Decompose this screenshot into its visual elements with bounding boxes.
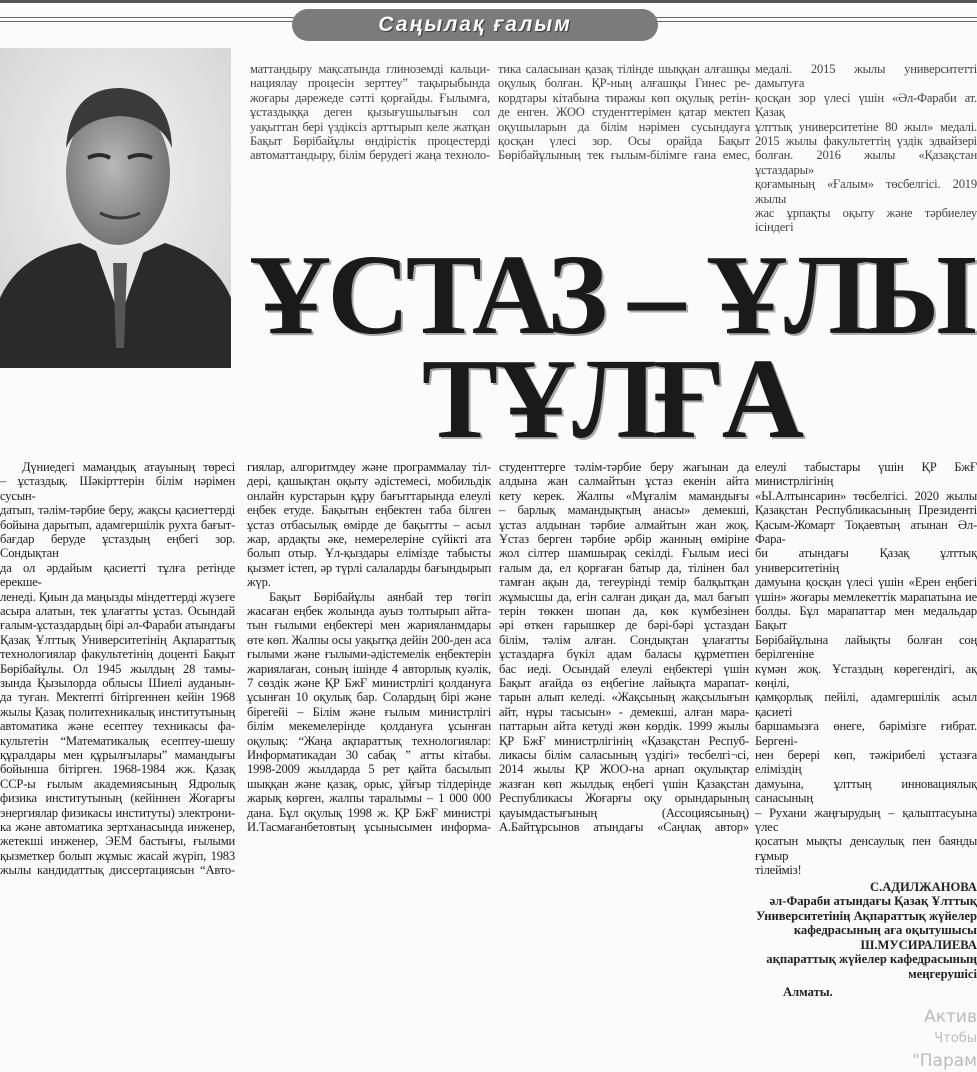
text-line: жұмысшы да, егін салған диқан да, мал бағып bbox=[499, 589, 749, 604]
text-line: датып, тәлім-тәрбие беру, жақсы қасиеттерді bbox=[0, 503, 235, 518]
article-column-1 bbox=[0, 460, 235, 1072]
author-role-line: кафедрасының аға оқытушысы bbox=[793, 923, 977, 938]
text-line: ССР-ы ғылым академиясының Ядролық bbox=[0, 776, 235, 791]
text-line: оқушыларын да білім нәрімен сусындауға bbox=[498, 119, 750, 134]
top-text-column-2 bbox=[498, 62, 750, 235]
text-line: дана. Бұл оқулық 1998 ж. ҚР БжҒ министрі bbox=[247, 805, 491, 820]
text-line: И.Тасмағанбетовтың ұсынысымен информа- bbox=[247, 820, 491, 835]
text-line: қамқорлық пейілі, адамгершілік асыл қасиеті bbox=[755, 690, 977, 719]
text-line: жасаған еңбек жолында ауыз толтырып айта- bbox=[247, 603, 491, 618]
text-line: зында Қызылорда облысы Шиелі ауданын- bbox=[0, 675, 235, 690]
text-line: үшін» жоғары мемлекеттік марапатына ие bbox=[755, 589, 977, 604]
text-line: Бақыт Бөрібайұлы өндірістік процестерді bbox=[250, 134, 490, 149]
text-line: білім мекемелерінде қолдануға ұсынған bbox=[247, 719, 491, 734]
top-text-column-3 bbox=[755, 62, 977, 235]
text-line: қосқан үлесі зор. Осы орайда Бақыт bbox=[498, 134, 750, 149]
text-line: жетекші инженер, ЭЕМ бастығы, ғылыми bbox=[0, 834, 235, 849]
text-line: – Рухани жаңғырудың – қалыптасуына үлес bbox=[755, 805, 977, 835]
text-line: құралдары мен құрылғылары” мамандығы bbox=[0, 748, 235, 762]
text-line: нациялау процесін зерттеу” тақырыбында bbox=[250, 76, 490, 91]
text-line: елеулі табыстары үшін ҚР БжҒ министрлігінің bbox=[755, 459, 977, 489]
text-line: ленеді. Қиын да маңызды міндеттерді жүзеге bbox=[0, 589, 235, 604]
headline bbox=[245, 230, 977, 462]
text-line: гиялар, алгоритмдеу және программалау тіл- bbox=[247, 459, 491, 474]
text-line: нен берері көп, тәжірибелі ұстазға еліміздің bbox=[755, 748, 977, 777]
text-line: оқулық: “Жаңа ақпараттық технологиялар: bbox=[247, 733, 491, 748]
text-line: қызметкер болып жұмыс жасай жүріп, 1983 bbox=[0, 848, 235, 863]
text-line: бойынша бітірген. 1968-1984 жж. Қазақ bbox=[0, 762, 235, 777]
headline-line-2: ТҰЛҒА bbox=[421, 334, 801, 462]
upper-right-area bbox=[245, 48, 977, 462]
text-line: дері, қашықтан оқыту әдістемесі, мобильдік bbox=[247, 474, 491, 489]
text-line: да ол әрдайым қасиетті тұлға ретінде ерекше- bbox=[0, 560, 235, 590]
upper-section bbox=[0, 48, 977, 462]
author-role-line: меңгерушісі bbox=[908, 966, 977, 981]
text-line: А.Байтұрсынов атындағы «Саңлақ автор» bbox=[499, 820, 749, 835]
text-line: Бақыт Бөрібайұлы аянбай тер төгіп bbox=[269, 589, 491, 604]
text-line: ұстаздарға бүкіл адам баласы құрметпен bbox=[499, 647, 749, 662]
watermark-line: "Парам bbox=[911, 1050, 977, 1071]
watermark-line: Чтобы bbox=[934, 1030, 977, 1046]
text-line: әрі өткен ғарышкер де бәрі-бәрі ұстаздан bbox=[499, 618, 749, 633]
text-line: қосқан зор үлесі үшін «Әл-Фараби ат. Қазақ bbox=[755, 90, 977, 120]
portrait-icon bbox=[0, 48, 231, 368]
text-line: жоғары дәрежеде сәтті қорғайды. Ғылымға, bbox=[250, 90, 490, 105]
article-body bbox=[0, 460, 977, 1072]
text-line: жас ұрпақты оқыту және тәрбиелеу ісіндегі bbox=[755, 206, 977, 235]
text-line: алдына жан салмайтын ұстаз екенін айта bbox=[499, 474, 749, 489]
text-line: де енген. ЖОО студенттерімен қатар мектеп bbox=[498, 105, 750, 120]
text-line: тамған ақын да, тегеурінді темір балқытқан bbox=[499, 575, 749, 590]
text-line: автоматтандыру, білім берудегі жаңа техноло- bbox=[250, 148, 490, 163]
rubric-label: Саңылақ ғалым bbox=[378, 13, 572, 36]
author-role-line: Университетінің Ақпараттық жүйелер bbox=[755, 908, 977, 923]
text-line: болып отыр. Ұл-қыздары елімізде табысты bbox=[247, 546, 491, 561]
text-line: қоғамының «Ғалым» төсбелгісі. 2019 жылы bbox=[755, 177, 977, 206]
text-line: – барлық мамандықтың анасы» демекші, bbox=[499, 503, 749, 518]
article-column-3 bbox=[499, 460, 749, 1072]
rubric-rule-left bbox=[0, 17, 294, 22]
text-line: ұстаздыққа деген қызығушылығын сол bbox=[250, 105, 490, 120]
text-line: күмән жоқ. Ұстаздың көрегендігі, ақ көңілі, bbox=[755, 661, 977, 690]
portrait-photo bbox=[0, 48, 231, 368]
text-line: дамуына қосқан үлесі үшін «Ерен еңбегі bbox=[755, 575, 977, 590]
text-line: ғалым да, ел қорғаған батыр да, тілінен бал bbox=[499, 560, 749, 575]
text-line: ұсынған 10 оқулық бар. Солардың бірі және bbox=[247, 690, 491, 705]
text-line: Ұстаз берген тәрбие әрбір жанның өміріне bbox=[499, 531, 749, 546]
text-line: дамуына, ұлттың инновациялық санасының bbox=[755, 776, 977, 806]
text-line: уақыттан бері үздіксіз арттырып келе жатқан bbox=[250, 119, 490, 134]
text-line: жүр. bbox=[247, 575, 271, 590]
text-line: Республикасы Жоғарғы оқу орындарының bbox=[499, 791, 749, 806]
text-line: паттарын айта кетуді жөн көрдік. 1999 жылы bbox=[499, 719, 749, 734]
text-line: бас иеді. Осындай елеулі еңбектері үшін bbox=[499, 661, 749, 676]
author-name: Ш.МУСИРАЛИЕВА bbox=[860, 937, 977, 952]
text-line: Информатикадан 30 сабақ ” атты кітабы. bbox=[247, 748, 491, 762]
text-line: медалі. 2015 жылы университетті дамытуға bbox=[755, 62, 977, 91]
text-line: технологиялар факультетінің доценті Бақыт bbox=[0, 647, 235, 662]
text-line: ғалым-ұстаздардың бірі әл-Фараби атындағы bbox=[0, 618, 235, 633]
text-line: «Ы.Алтынсарин» төсбелгісі. 2020 жылы bbox=[755, 488, 977, 503]
text-line: кету керек. Жалпы «Мұғалім мамандығы bbox=[499, 488, 749, 503]
text-line: би атындағы Қазақ ұлттық университетінің bbox=[755, 546, 977, 575]
text-line: болған. 2016 жылы «Қазақстан ұстаздары» bbox=[755, 148, 977, 177]
text-line: Қасым-Жомарт Тоқаевтың атынан Әл-Фара- bbox=[755, 517, 977, 546]
text-line: жылы Қазақ политехникалық институтының bbox=[0, 704, 235, 719]
text-line: ҚР БжҒ министрлігінің «Қазақстан Респуб- bbox=[499, 733, 749, 748]
text-line: асыра алатын, тек ұлағатты ұстаз. Осындай bbox=[0, 603, 235, 618]
text-line: өте көп. Жалпы осы уақытқа дейін 200-ден аса bbox=[247, 632, 491, 647]
text-line: білім, тәлім алған. Сондықтан ұлағатты bbox=[499, 632, 749, 647]
text-line: еңбек етуде. Бақытын еңбектен таба білген bbox=[247, 503, 491, 518]
text-line: Бөрібайұлы. Ол 1945 жылдың 28 тамы- bbox=[0, 661, 235, 676]
section-header bbox=[0, 0, 977, 48]
text-line: кордтары кітабына тиражы көп оқулық ретін- bbox=[498, 90, 750, 105]
text-line: физика институтының (кейіннен Жоғарғы bbox=[0, 791, 235, 806]
text-line: – ұстаздық. Шәкірттерін білім нәрімен сусын- bbox=[0, 474, 235, 503]
top-text-column-1 bbox=[250, 62, 490, 235]
text-line: бойына дарытып, адамгершілік рухта бағыт- bbox=[0, 517, 235, 532]
watermark-line: Актив bbox=[924, 1006, 977, 1027]
text-line: қызмет істеп, әр түрлі салаларды бағындырып bbox=[247, 560, 491, 575]
text-line: қосатын мықты денсаулық пен баянды ғұмыр bbox=[755, 834, 977, 863]
text-line: терін төккен шопан да, көк күмбезінен bbox=[499, 603, 749, 618]
author-role-line: әл-Фараби атындағы Қазақ Ұлттық bbox=[769, 894, 977, 909]
text-line: ғылыми және ғылыми-әдістемелік еңбектерін bbox=[247, 647, 491, 662]
text-line: ұстаз алдынан тәрбие алмайтын жан жоқ. bbox=[499, 517, 749, 532]
text-line: ка және автоматика зертханасында инженер, bbox=[0, 820, 235, 835]
rubric-banner bbox=[292, 9, 658, 41]
text-line: автоматика және есептеу техникасы фа- bbox=[0, 719, 235, 734]
text-line: Қазақ Ұлттық Университетінің Ақпараттық bbox=[0, 632, 235, 647]
text-line: культетін “Математикалық есептеу-шешу bbox=[0, 733, 235, 748]
text-line: студенттерге тәлім-тәрбие беру жағынан да bbox=[499, 459, 749, 474]
text-line: айт, нұры тасысын» - демекші, алған мара- bbox=[499, 704, 749, 719]
text-line: Бөрібайұлының тек ғылым-білімге ғана емес, bbox=[498, 148, 750, 163]
text-line: Бөрібайұлына лайықты болған соң берілгеніне bbox=[755, 632, 977, 662]
watermark bbox=[755, 1006, 977, 1072]
text-line: бірегейі – Білім және ғылым министрлігі bbox=[247, 704, 491, 719]
text-line: болды. Бұл марапаттар мен медальдар Бақыт bbox=[755, 603, 977, 633]
text-line: тарын алып келеді. «Жақсының жақсылығын bbox=[499, 690, 749, 705]
text-line: баршамызға өнеге, бәрімізге ғибрат. Бергені- bbox=[755, 719, 977, 748]
text-line: жариялаған, соның ішінде 4 авторлық куәлік, bbox=[247, 661, 491, 676]
text-line: жар, ардақты әке, немерелеріне сүйікті ата bbox=[247, 531, 491, 546]
text-line: ликасы білім саласының үздігі» төсбелгі¬сі, bbox=[499, 748, 749, 762]
text-line: 7 сөздік және ҚР БжҒ министрлігі қолдануға bbox=[247, 675, 491, 690]
article-column-2 bbox=[247, 460, 491, 1072]
text-line: ұстаз отбасылық өмірде де бақытты – асыл bbox=[247, 517, 491, 532]
text-line: 2015 жылы факультеттің үздік эдвайзері bbox=[755, 134, 977, 149]
text-line: жол сілтер шамшырақ секілді. Ғылым иесі bbox=[499, 546, 749, 561]
text-line: маттандыру мақсатында глиноземді кальци- bbox=[250, 62, 490, 76]
text-line: Дүниедегі мамандық атауының төресі bbox=[22, 459, 235, 474]
text-line: оқулық болған. ҚР-ның алғашқы Гинес ре- bbox=[498, 76, 750, 91]
city: Алматы. bbox=[783, 985, 833, 1000]
page-top-rule bbox=[0, 0, 977, 3]
text-line: онлайн курстарын құру бағыттарында елеулі bbox=[247, 488, 491, 503]
text-line: ұлттық университетіне 80 жыл» медалі. bbox=[755, 119, 977, 134]
text-line: энергиялар физикасы институты) электрони- bbox=[0, 805, 235, 820]
text-line: қауымдастығының (Ассоциясының) bbox=[499, 805, 749, 820]
text-line: шыққан және қазақ, орыс, ұйғыр тілдерінде bbox=[247, 776, 491, 791]
text-line: жарық көрген, жалпы таралымы – 1 000 000 bbox=[247, 791, 491, 806]
text-line: Қазақстан Республикасының Президенті bbox=[755, 503, 977, 518]
text-line: да туған. Мектепті бітіргеннен кейін 1968 bbox=[0, 690, 235, 705]
text-line: 2014 жылы ҚР ЖОО-на арнап оқулықтар bbox=[499, 762, 749, 777]
signature-block bbox=[755, 880, 977, 1000]
rubric-rule-right bbox=[656, 17, 977, 22]
text-line: 1998-2009 жылдарда 5 рет қайта басылып bbox=[247, 762, 491, 777]
text-line: Бақыт ағайда өз еңбегіне лайықта марапат- bbox=[499, 675, 749, 690]
text-line: тын ғылыми еңбектері мен жарияланмдары bbox=[247, 618, 491, 633]
text-line: бағдар беруде ұстаздың еңбегі зор. Сондықтан bbox=[0, 531, 235, 561]
text-line: жазған көп жылдық еңбегі үшін Қазақстан bbox=[499, 776, 749, 791]
author-role-line: ақпараттық жүйелер кафедрасының bbox=[766, 952, 977, 967]
text-line: тілеймiз! bbox=[755, 863, 802, 878]
author-name: С.АДИЛЖАНОВА bbox=[869, 879, 977, 894]
headline-line-1: ҰСТАЗ – ҰЛЫ bbox=[249, 230, 973, 358]
top-text-row bbox=[245, 62, 977, 235]
text-line: тика саласынан қазақ тілінде шыққан алғашқы bbox=[498, 62, 750, 76]
text-line: жылы кандидаттық диссертациясын “Авто- bbox=[0, 863, 235, 878]
article-column-4 bbox=[755, 460, 977, 1072]
